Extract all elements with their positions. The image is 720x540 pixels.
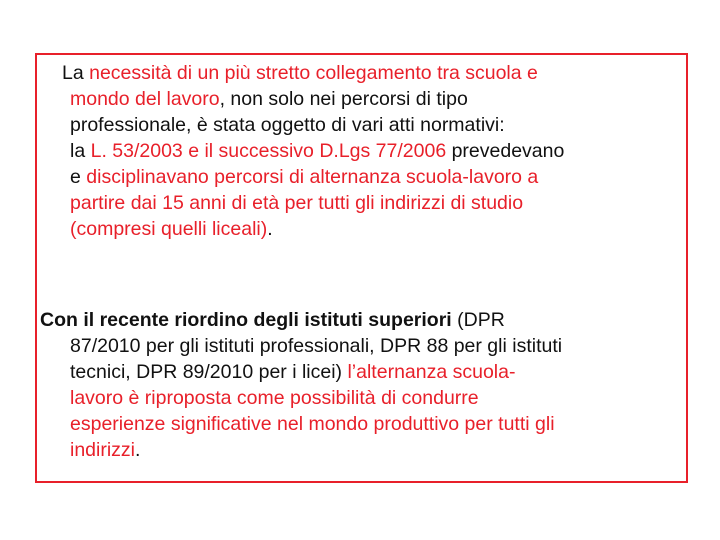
text-run: e: [70, 166, 87, 188]
paragraph2-line-5: [40, 411, 685, 437]
text-run: 87/2010 per gli istituti professionali, DPR 88 per gli istituti: [70, 335, 563, 357]
text-run: partire dai 15 anni di età per tutti gli indirizzi di studio: [70, 192, 524, 214]
text-run: esperienze significative nel mondo produttivo per tutti gli: [70, 413, 555, 435]
text-run: , non solo nei percorsi di tipo: [219, 88, 468, 110]
paragraph-reorganization: [40, 307, 685, 463]
paragraph2-line-4: [40, 385, 685, 411]
paragraph1-line-3: [62, 112, 687, 138]
text-run: .: [267, 218, 273, 240]
text-run: la: [70, 140, 91, 162]
paragraph2-line-3: [40, 359, 685, 385]
text-run: lavoro è riproposta come possibilità di condurre: [70, 387, 479, 409]
text-run: (DPR: [451, 309, 505, 331]
paragraph2-line-1: [40, 307, 685, 333]
paragraph1-line-2: [62, 86, 687, 112]
paragraph1-line-7: [62, 216, 687, 242]
text-run: La: [62, 62, 90, 84]
paragraph1-line-6: [62, 190, 687, 216]
paragraph1-line-5: [62, 164, 687, 190]
text-run: l’alternanza scuola-: [347, 361, 516, 383]
text-run: L. 53/2003 e il successivo D.Lgs 77/2006: [90, 140, 447, 162]
text-run: professionale, è stata oggetto di vari atti normativi:: [70, 114, 505, 136]
paragraph2-line-2: [40, 333, 685, 359]
text-run: prevedevano: [446, 140, 565, 162]
text-run: mondo del lavoro: [70, 88, 220, 110]
paragraph2-line-6: [40, 437, 685, 463]
text-run: tecnici, DPR 89/2010 per i licei): [70, 361, 348, 383]
text-run: disciplinavano percorsi di alternanza scuola-lavoro a: [86, 166, 539, 188]
paragraph1-line-1: [62, 60, 687, 86]
paragraph1-line-4: [62, 138, 687, 164]
paragraph-normative-acts: [62, 60, 687, 242]
text-run: Con il recente riordino degli istituti superiori: [40, 309, 452, 331]
text-run: (compresi quelli liceali): [70, 218, 268, 240]
text-run: indirizzi: [70, 439, 136, 461]
text-run: .: [135, 439, 141, 461]
text-run: necessità di un più stretto collegamento tra scuola e: [89, 62, 538, 84]
